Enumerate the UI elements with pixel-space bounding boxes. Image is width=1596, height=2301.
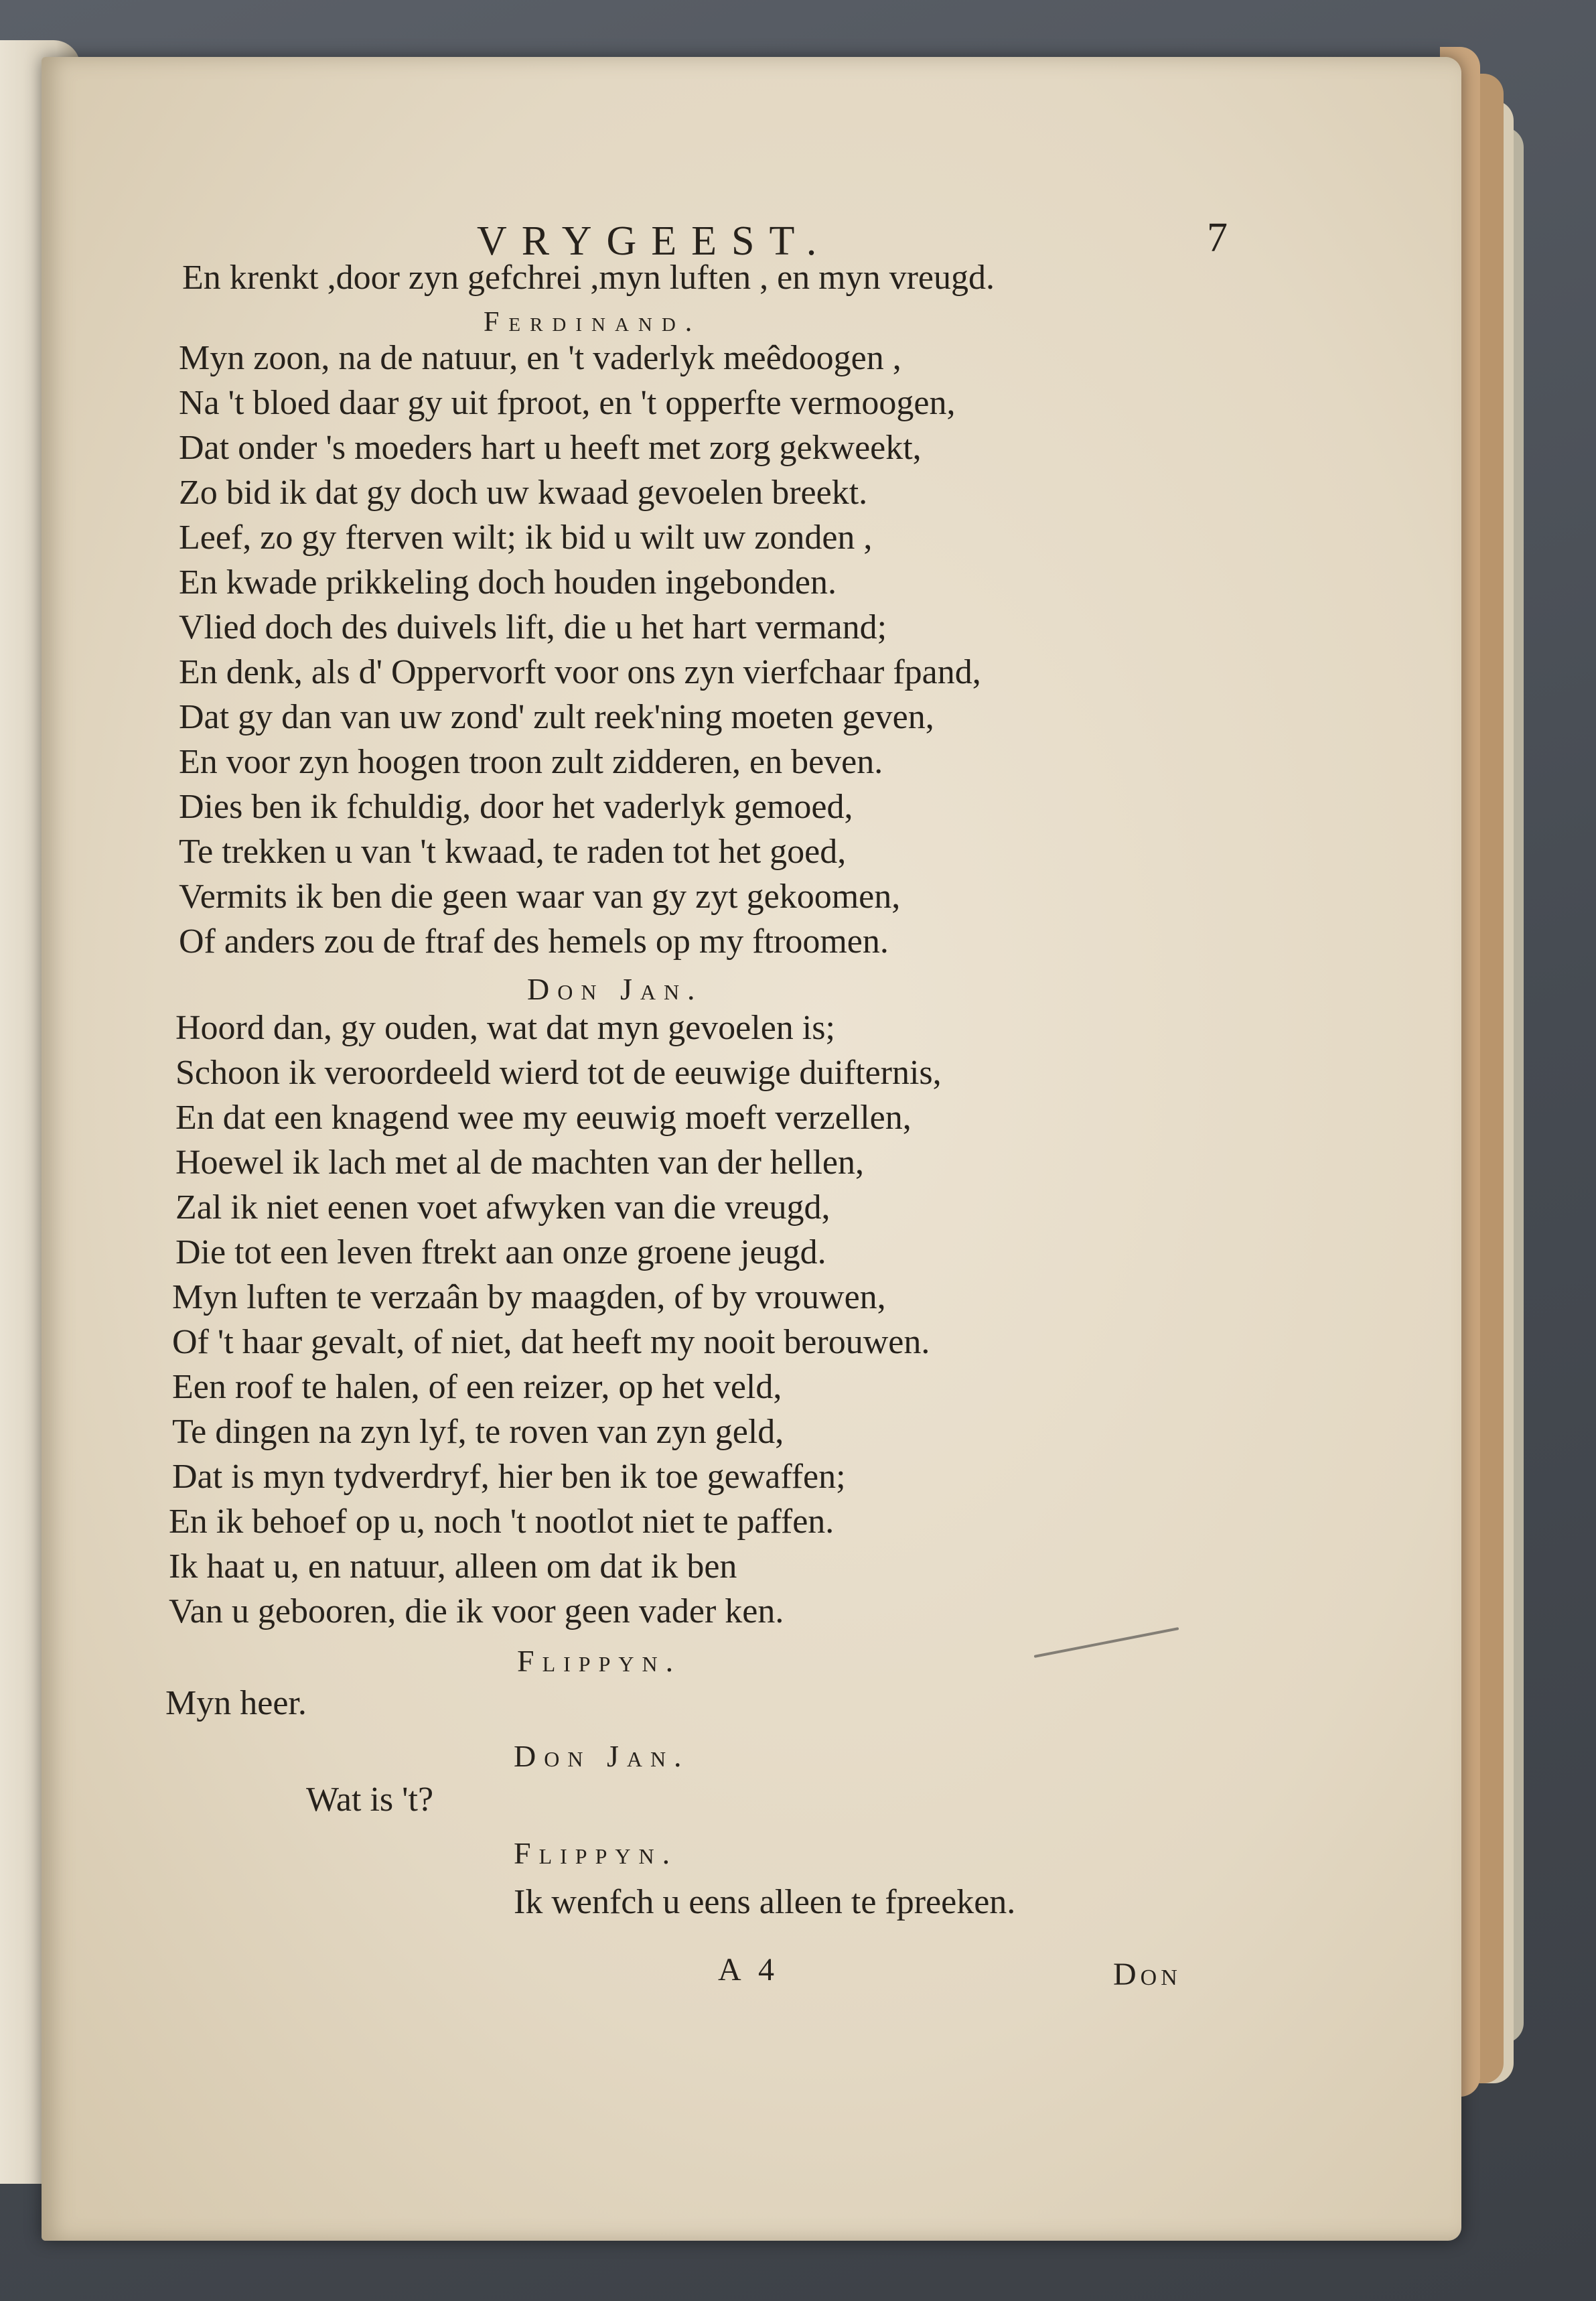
verse-line: Vlied doch des duivels lift, die u het hart vermand;	[179, 608, 887, 646]
catchword: Don	[1113, 1957, 1181, 1992]
verse-line: Hoewel ik lach met al de machten van der hellen,	[175, 1143, 865, 1182]
speaker-name: Ferdinand.	[484, 307, 702, 338]
verse-line: En kwade prikkeling doch houden ingebonden.	[179, 563, 837, 602]
pencil-mark	[1034, 1627, 1179, 1658]
verse-line: Te dingen na zyn lyf, te roven van zyn geld,	[172, 1413, 784, 1451]
verse-line: Of anders zou de ftraf des hemels op my ftroomen.	[179, 922, 889, 961]
verse-line: Wat is 't?	[306, 1781, 434, 1819]
verse-line: Myn luften te verzaân by maagden, of by vrouwen,	[172, 1278, 886, 1316]
verse-line: Of 't haar gevalt, of niet, dat heeft my nooit berouwen.	[172, 1323, 930, 1361]
verse-line: Ik haat u, en natuur, alleen om dat ik ben	[169, 1547, 737, 1586]
signature-mark: A 4	[718, 1952, 780, 1988]
verse-line: Zal ik niet eenen voet afwyken van die vreugd,	[175, 1188, 830, 1227]
verse-line: Een roof te halen, of een reizer, op het veld,	[172, 1368, 782, 1406]
verse-line: Hoord dan, gy ouden, wat dat myn gevoelen is;	[175, 1009, 835, 1047]
verse-line: Dat onder 's moeders hart u heeft met zorg gekweekt,	[179, 429, 922, 467]
verse-line: Myn heer.	[165, 1684, 307, 1722]
verse-line: Zo bid ik dat gy doch uw kwaad gevoelen breekt.	[179, 474, 868, 512]
verse-line: En dat een knagend wee my eeuwig moeft verzellen,	[175, 1099, 912, 1137]
speaker-name: Don Jan.	[514, 1739, 690, 1773]
speaker-name: Flippyn.	[514, 1836, 678, 1870]
verse-line: Van u gebooren, die ik voor geen vader ken.	[169, 1592, 784, 1630]
verse-line: Dat gy dan van uw zond' zult reek'ning moeten geven,	[179, 698, 934, 736]
verse-line: En ik behoef op u, noch 't nootlot niet te paffen.	[169, 1503, 835, 1541]
verse-line: Ik wenfch u eens alleen te fpreeken.	[514, 1883, 1016, 1921]
page-number: 7	[1207, 215, 1228, 261]
verse-line: En denk, als d' Oppervorft voor ons zyn vierfchaar fpand,	[179, 653, 981, 691]
running-title: VRYGEEST.	[477, 218, 832, 264]
verse-line: Myn zoon, na de natuur, en 't vaderlyk meêdoogen ,	[179, 339, 901, 377]
verse-line: Schoon ik veroordeeld wierd tot de eeuwige duifternis,	[175, 1054, 942, 1092]
verse-line: Vermits ik ben die geen waar van gy zyt gekoomen,	[179, 878, 901, 916]
verse-line: Dies ben ik fchuldig, door het vaderlyk gemoed,	[179, 788, 853, 826]
speaker-name: Don Jan.	[527, 972, 703, 1006]
speaker-name: Flippyn.	[517, 1644, 682, 1678]
verse-line: Na 't bloed daar gy uit fproot, en 't opperfte vermoogen,	[179, 384, 956, 422]
verse-line: En krenkt ,door zyn gefchrei ,myn luften , en myn vreugd.	[182, 259, 995, 297]
verse-line: Te trekken u van 't kwaad, te raden tot het goed,	[179, 833, 847, 871]
verse-line: Die tot een leven ftrekt aan onze groene jeugd.	[175, 1233, 826, 1271]
book-page	[42, 57, 1461, 2241]
verse-line: En voor zyn hoogen troon zult zidderen, en beven.	[179, 743, 883, 781]
verse-line: Dat is myn tydverdryf, hier ben ik toe gewaffen;	[172, 1458, 846, 1496]
verse-line: Leef, zo gy fterven wilt; ik bid u wilt uw zonden ,	[179, 518, 873, 557]
